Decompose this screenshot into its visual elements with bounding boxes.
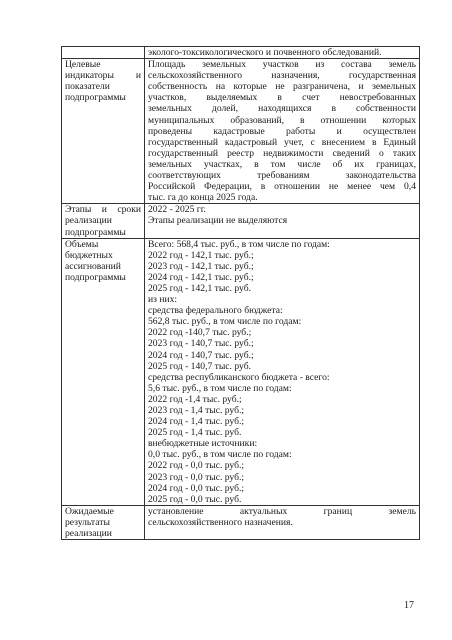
label-line: ассигнований bbox=[65, 260, 121, 272]
label-line: реализации bbox=[65, 215, 112, 227]
label-line: бюджетных bbox=[65, 249, 113, 261]
page-number: 17 bbox=[404, 600, 414, 611]
text-line: 2022 год - 142,1 тыс. руб.; bbox=[148, 249, 254, 261]
subprogram-passport-table bbox=[61, 46, 420, 540]
text-line: 2023 год - 140,7 тыс. руб.; bbox=[148, 338, 254, 350]
row-value bbox=[145, 204, 420, 238]
text-line: 2024 год - 1,4 тыс. руб.; bbox=[148, 416, 245, 428]
label-line: подпрограммы bbox=[65, 226, 126, 238]
table-row bbox=[62, 204, 420, 238]
text-line: 2023 год - 142,1 тыс. руб.; bbox=[148, 260, 254, 272]
text-line: Этапы реализации не выделяются bbox=[148, 215, 288, 227]
row-label bbox=[62, 505, 145, 539]
text-line: сельскохозяйственного назначения, государственная bbox=[148, 70, 416, 82]
text-line: собственность на которые не разграничена, и земельных bbox=[148, 81, 416, 93]
table-row bbox=[62, 238, 420, 505]
text-line: средства федерального бюджета: bbox=[148, 305, 283, 317]
row-label bbox=[62, 204, 145, 238]
label-line: Объемы bbox=[65, 238, 99, 250]
table-row bbox=[62, 59, 420, 204]
text-line: из них: bbox=[148, 294, 178, 306]
text-line: сельскохозяйственного назначения. bbox=[148, 516, 293, 528]
label-line: Ожидаемые bbox=[65, 505, 114, 517]
text-line: Российской Федерации, в отношении не менее чем 0,4 bbox=[148, 181, 416, 193]
text-line: 2022 год - 0,0 тыс. руб.; bbox=[148, 460, 245, 472]
text-line: 2025 год - 140,7 тыс. руб. bbox=[148, 360, 251, 372]
text-line: Всего: 568,4 тыс. руб., в том числе по годам: bbox=[148, 238, 330, 250]
text-line: 2022 год -140,7 тыс. руб.; bbox=[148, 327, 252, 339]
text-line: 2024 год - 140,7 тыс. руб.; bbox=[148, 349, 254, 361]
text-line: участков, выделяемых в счет невостребованных bbox=[148, 92, 416, 104]
text-line: 2022 - 2025 гг. bbox=[148, 204, 206, 216]
text-line: 2024 год - 0,0 тыс. руб.; bbox=[148, 482, 245, 494]
row-value bbox=[145, 238, 420, 505]
row-value bbox=[145, 59, 420, 204]
row-label bbox=[62, 238, 145, 505]
text-line: земельных участках, в том числе об их границах, bbox=[148, 158, 416, 170]
text-line: 2025 год - 0,0 тыс. руб. bbox=[148, 493, 242, 505]
text-line: соответствующих требованиям законодательства bbox=[148, 170, 416, 182]
text-line: 2023 год - 1,4 тыс. руб.; bbox=[148, 405, 245, 416]
text-line: 2023 год - 0,0 тыс. руб.; bbox=[148, 471, 245, 483]
label-line: индикаторы и bbox=[65, 70, 141, 82]
text-line: 2024 год - 142,1 тыс. руб.; bbox=[148, 271, 254, 283]
text-line: средства республиканского бюджета - всего: bbox=[148, 371, 330, 383]
text-line: 2025 год - 1,4 тыс. руб. bbox=[148, 427, 242, 439]
label-line: результаты bbox=[65, 516, 110, 528]
text-line: проведены кадастровые работы и осуществлен bbox=[148, 125, 416, 137]
table-row bbox=[62, 47, 420, 59]
text-line: тыс. га до конца 2025 года. bbox=[148, 192, 258, 204]
row-value bbox=[145, 47, 420, 59]
table-row bbox=[62, 505, 420, 539]
text-line: муниципальных образований, в отношении которых bbox=[148, 114, 416, 126]
label-line: показатели bbox=[65, 81, 110, 93]
text-line: 0,0 тыс. руб., в том числе по годам: bbox=[148, 449, 292, 461]
text-line: внебюджетные источники: bbox=[148, 438, 258, 450]
text-line: Площадь земельных участков из состава земель bbox=[148, 59, 416, 71]
text-line: 5,6 тыс. руб., в том числе по годам: bbox=[148, 382, 292, 394]
label-line: подпрограммы bbox=[65, 92, 126, 104]
text-line: 2022 год -1,4 тыс. руб.; bbox=[148, 393, 242, 405]
text-line: 2025 год - 142,1 тыс. руб. bbox=[148, 282, 251, 294]
text-line: государственный реестр недвижимости сведений о таких bbox=[148, 147, 416, 159]
label-line: Этапы и сроки bbox=[65, 204, 141, 216]
row-label bbox=[62, 59, 145, 204]
label-line: реализации bbox=[65, 528, 112, 540]
label-line: подпрограммы bbox=[65, 271, 126, 283]
row-value bbox=[145, 505, 420, 539]
text-line: государственный кадастровый учет, с внесением в Единый bbox=[148, 136, 416, 148]
text-line: земельных долей, находящихся в собственности bbox=[148, 103, 416, 115]
text-line: установление актуальных границ земель bbox=[148, 505, 416, 517]
text-line: эколого-токсикологического и почвенного обследований. bbox=[148, 47, 382, 58]
row-label bbox=[62, 47, 145, 59]
text-line: 562,8 тыс. руб., в том числе по годам: bbox=[148, 316, 302, 328]
label-line: Целевые bbox=[65, 59, 101, 71]
